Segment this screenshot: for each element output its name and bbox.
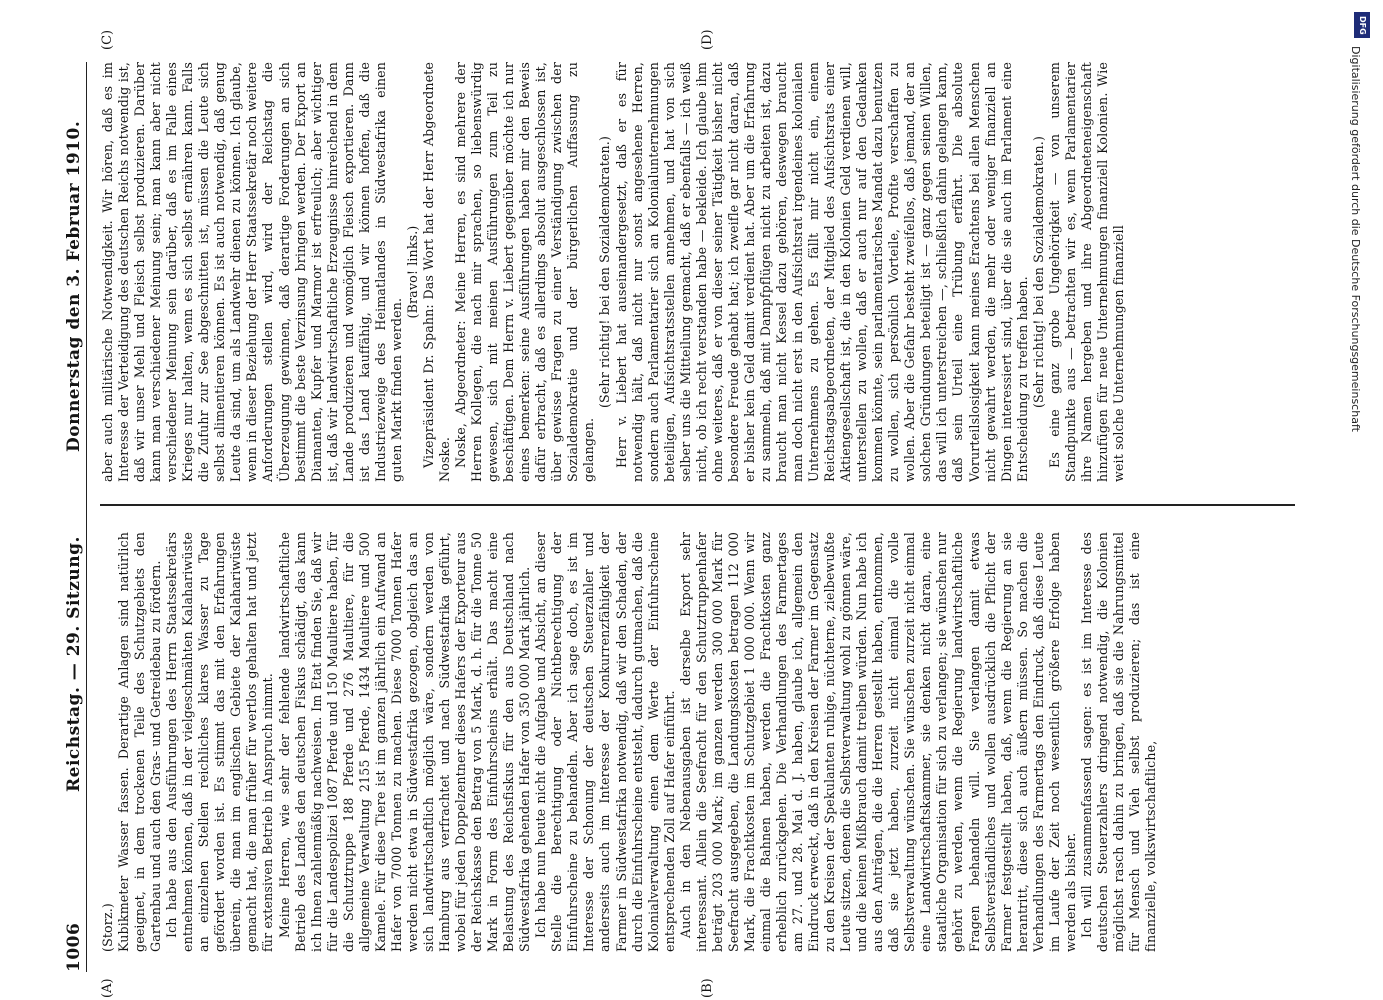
running-title: Reichstag. — 29. Sitzung. xyxy=(64,536,84,792)
margin-mark-d: (D) xyxy=(700,29,715,50)
paragraph: Ich habe nun heute nicht die Aufgabe und Absicht, an dieser Stelle die Berechtigung oder Nichtberechtigung der Einfuhrscheine zu behandeln. Aber ich sage doch, es ist im Interesse der Schonung der deutschen Steuerzahler und anderseits auch im Interesse der Konkurrenzfähigkeit der Farmer in Südwestafrika notwendig, daß wir den Schaden, der durch die Einfuhrscheine entsteht, dadurch gutmachen, daß die Kolonialverwaltung einen dem Werte der Einfuhrscheine entsprechenden Zoll auf Hafer einführt. xyxy=(533,532,677,952)
paragraph: Es eine ganz grobe Ungehörigkeit — von unserem Standpunkte aus — betrachten wir es, wenn Parlamentarier ihre Namen hergeben und ihre Abgeordneteneigenschaft hinzufügen für neue Unternehmungen finanziell Kolonien. Wie weit solche Unternehmungen finanziell xyxy=(1046,62,1126,482)
speaker-paragraph: Vizepräsident Dr. Spahn: Das Wort hat der Herr Abgeordnete Noske. xyxy=(420,62,452,482)
paragraph: Kubikmeter Wasser fassen. Derartige Anlagen sind natürlich geeignet, in dem trockenen Teile des Schutzgebiets den Gartenbau und auch den Gras- und Getreidebau zu fördern. xyxy=(116,532,164,952)
session-date: Donnerstag den 3. Februar 1910. xyxy=(64,120,84,452)
left-text-column xyxy=(100,532,1295,952)
paragraph: Meine Herren, wie sehr der fehlende landwirtschaftliche Betrieb des Landes den deutschen Fiskus schädigt, das kann ich Ihnen zahlenmäßig nachweisen. Im Etat finden Sie, daß wir für die Landespolizei 1087 Pferde und 150 Maultiere haben, für die Schutztruppe 188 Pferde und 276 Maultiere, für die allgemeine Verwaltung 2155 Pferde, 1434 Maultiere und 500 Kamele. Für diese Tiere ist im ganzen jährlich ein Aufwand an Hafer von 7000 Tonnen zu machen. Diese 7000 Tonnen Hafer werden nicht etwa in Südwestafrika gezogen, obgleich das an sich landwirtschaftlich möglich wäre, sondern werden von Hamburg aus verfrachtet und nach Südwestafrika geführt, wobei für jeden Doppelzentner dieses Hafers der Exporteur aus der Reichskasse den Betrag von 5 Mark, d. h. für die Tonne 50 Mark in Form des Einfuhrscheins erhält. Das macht eine Belastung des Reichsfiskus für den aus Deutschland nach Südwestafrika gehenden Hafer von 350 000 Mark jährlich. xyxy=(276,532,533,952)
credit-text: Digitalisierung gefördert durch die Deutsche Forschungsgemeinschaft xyxy=(1349,46,1362,432)
page-header xyxy=(62,62,87,972)
speaker-note: (Storz.) xyxy=(100,903,115,952)
interjection: (Sehr richtig! bei den Sozialdemokraten.) xyxy=(1030,135,1046,409)
paragraph: Ich will zusammenfassend sagen: es ist im Interesse des deutschen Steuerzahlers dringend notwendig, die Kolonien möglichst rasch dahin zu bringen, daß sie die Nahrungsmittel für Mensch und Vieh selbst produzieren; das ist eine finanzielle, volkswirtschaftliche, xyxy=(1078,532,1159,952)
interjection: (Sehr richtig! bei den Sozialdemokraten.) xyxy=(597,135,613,409)
digitization-credit xyxy=(1340,6,1383,996)
dfg-logo-icon: DFG xyxy=(1354,12,1370,38)
speaker-paragraph: Noske, Abgeordneter: Meine Herren, es sind mehrere der Herren Kollegen, die nach mir sprachen, so liebenswürdig gewesen, sich mit meinen Ausführungen zum Teil zu beschäftigen. Dem Herrn v. Liebert gegenüber möchte ich nur eines bemerken: seine Ausführungen haben mir den Beweis dafür erbracht, daß es allerdings absolut ausgeschlossen ist, über gewisse Fragen zu einer Verständigung zwischen der Sozialdemokratie und der bürgerlichen Auffassung zu gelangen. xyxy=(453,62,597,482)
margin-mark-b: (B) xyxy=(700,978,715,998)
interjection: (Bravo! links.) xyxy=(404,225,420,319)
right-text-column xyxy=(100,62,1295,482)
margin-mark-a: (A) xyxy=(100,978,115,998)
paragraph: Ich habe aus den Ausführungen des Herrn Staatssekretärs entnehmen können, daß in der vielgeschmähten Kalahariwüste an einzelnen Stellen reichliches klares Wasser zu Tage gefördert worden ist. Es stimmt das mit den Erfahrungen überein, die man im englischen Gebiete der Kalahariwüste gemacht hat, die man früher für wertlos gehalten hat und jetzt für extensiven Betrieb in Anspruch nimmt. xyxy=(164,532,276,952)
paragraph: Auch in den Nebenausgaben ist derselbe Export sehr interessant. Allein die Seefracht für den Schutztruppenhafer beträgt 203 000 Mark; im ganzen werden 300 000 Mark für Seefracht ausgegeben, die Landungskosten betragen 112 000 Mark, die Frachtkosten im Schutzgebiet 1 000 000. Wenn wir einmal die Bahnen haben, werden die Frachtkosten ganz erheblich zurückgehen. Die Verhandlungen des Farmertages am 27. und 28. Mai d. J. haben, glaube ich, allgemein den Eindruck erweckt, daß in den Kreisen der Farmer im Gegensatz zu den Kreisen der Spekulanten ruhige, nüchterne, zielbewußte Leute sitzen, denen die Selbstverwaltung wohl zu gönnen wäre, und die keinen Mißbrauch damit treiben würden. Nun habe ich aus den Anträgen, die die Herren gestellt haben, entnommen, daß sie jetzt haben, zurzeit nicht einmal die volle Selbstverwaltung wünschen. Sie wünschen zurzeit nicht einmal eine Landwirtschaftskammer, sie denken nicht daran, eine staatliche Organisation für sich zu verlangen; sie wünschen nur gehört zu werden, wenn die Regierung landwirtschaftliche Fragen behandeln will. Sie verlangen damit etwas Selbstverständliches und wollen ausdrücklich die Pflicht der Farmer festgestellt haben, daß, wenn die Regierung an sie herantritt, diese sich auch äußern müssen. So machen die Verhandlungen des Farmertags den Eindruck, daß diese Leute im Laufe der Zeit noch wesentlich größere Erfolge haben werden als bisher. xyxy=(677,532,1078,952)
margin-mark-c: (C) xyxy=(100,29,115,50)
paragraph: aber auch militärische Notwendigkeit. Wir hören, daß es im Interesse der Verteidigung des deutschen Reichs notwendig ist, daß wir unser Mehl und Fleisch selbst produzieren. Darüber kann man verschiedener Meinung sein; man kann aber nicht verschiedener Meinung sein darüber, daß es im Falle eines Krieges nur halten, wenn es sich selbst ernähren kann. Falls die Zufuhr zur See abgeschnitten ist, müssen die Leute sich selbst alimentieren können. Es ist auch notwendig, daß genug Leute da sind, um als Landwehr dienen zu können. Ich glaube, wenn in dieser Beziehung der Herr Staatssekretär noch weitere Anforderungen stellen wird, wird der Reichstag die Überzeugung gewinnen, daß derartige Forderungen an sich bestimmt die beste Verzinsung bringen werden. Der Export an Diamanten, Kupfer und Marmor ist erfreulich; aber wichtiger ist, daß wir landwirtschaftliche Erzeugnisse hinreichend in dem Lande produzieren und womöglich Fleisch exportieren. Dann ist das Land kauffähig, und wir können hoffen, daß die Industriezweige des Heimatlandes in Südwestafrika einen guten Markt finden werden. xyxy=(100,62,404,482)
column-divider xyxy=(100,504,1295,506)
page-number: 1006 xyxy=(64,922,84,972)
paragraph: Herr v. Liebert hat auseinandergesetzt, daß er es für notwendig hält, daß nicht nur sonst angesehene Herren, sondern auch Parlamentarier sich an Kolonialunternehmungen beteiligen, Aufsichtsratsstellen annehmen, und hat von sich selber uns die Mitteilung gemacht, daß er ebenfalls — ich weiß nicht, ob ich recht verstanden habe — bekleide. Ich glaube ihm ohne weiteres, daß er von dieser seiner Tätigkeit bisher nicht besondere Freude gehabt hat; ich zweifle gar nicht daran, daß er bisher kein Geld damit verdient hat. Aber um die Erfahrung zu sammeln, daß mit Dampfpflügen nicht zu arbeiten ist, dazu braucht man nicht Kessel dazu gehören, deswegen braucht man doch nicht erst in den Aufsichtsrat irgendeines kolonialen Unternehmens zu gehen. Es fällt mir nicht ein, einem Reichstagsabgeordneten, der Mitglied des Aufsichtsrats einer Aktiengesellschaft ist, die in den Kolonien Geld verdienen will, unterstellen zu wollen, daß er auch nur auf den Gedanken kommen könnte, sein parlamentarisches Mandat dazu benutzen zu wollen, sich persönlich Vorteile, Profite verschaffen zu wollen. Aber die Gefahr besteht zweifellos, daß jemand, der an solchen Gründungen beteiligt ist — ganz gegen seinen Willen, das will ich unterstreichen —, schließlich dahin gelangen kann, daß sein Urteil eine Trübung erfährt. Die absolute Vorurteilslosigkeit kann meines Erachtens bei allen Menschen nicht gewahrt werden, die mehr oder weniger finanziell an Dingen interessiert sind, über die sie auch im Parlament eine Entscheidung zu treffen haben. xyxy=(613,62,1030,482)
